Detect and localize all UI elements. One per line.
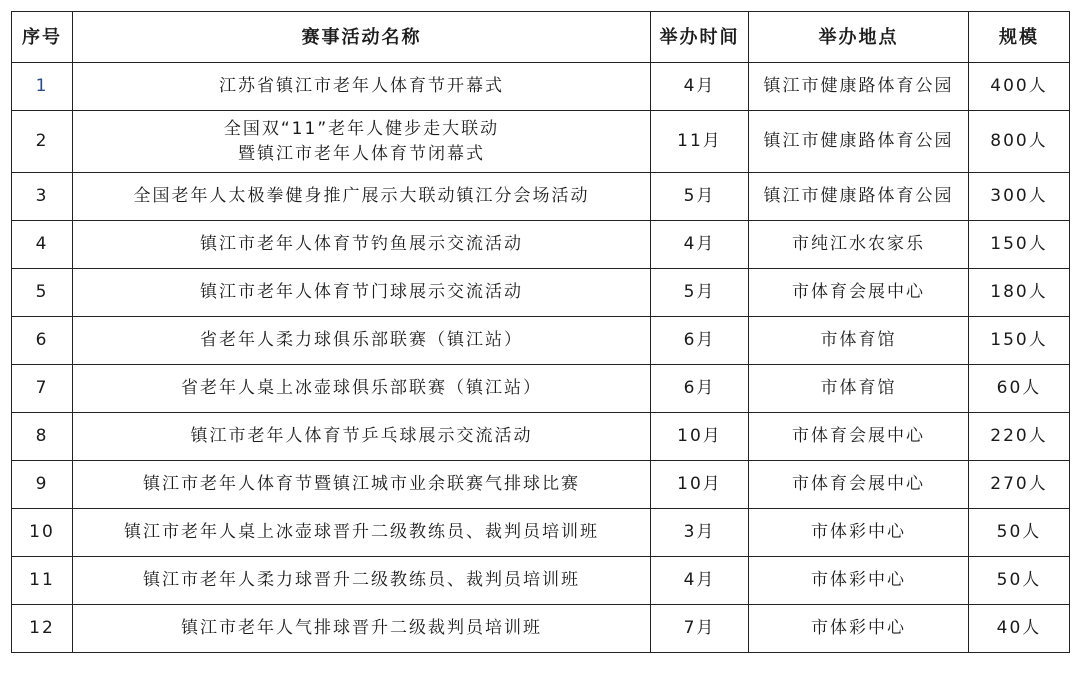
row-scale: 180人 <box>969 269 1070 317</box>
row-time: 4月 <box>651 557 749 605</box>
row-name: 镇江市老年人体育节门球展示交流活动 <box>73 269 651 317</box>
row-time: 5月 <box>651 173 749 221</box>
row-name <box>73 111 651 173</box>
row-place: 市体育馆 <box>749 365 969 413</box>
row-name: 江苏省镇江市老年人体育节开幕式 <box>73 63 651 111</box>
row-no: 11 <box>12 557 73 605</box>
table-row <box>12 413 1070 461</box>
row-place: 市纯江水农家乐 <box>749 221 969 269</box>
row-name-line-1: 全国双“11”老年人健步走大联动 <box>223 118 500 139</box>
row-scale: 40人 <box>969 605 1070 653</box>
row-time: 10月 <box>651 413 749 461</box>
row-no: 4 <box>12 221 73 269</box>
row-scale: 150人 <box>969 317 1070 365</box>
row-place: 市体彩中心 <box>749 509 969 557</box>
row-name: 镇江市老年人柔力球晋升二级教练员、裁判员培训班 <box>73 557 651 605</box>
table-row <box>12 221 1070 269</box>
row-time: 3月 <box>651 509 749 557</box>
table-row <box>12 461 1070 509</box>
row-no: 12 <box>12 605 73 653</box>
row-scale: 60人 <box>969 365 1070 413</box>
row-place: 市体彩中心 <box>749 605 969 653</box>
row-place: 镇江市健康路体育公园 <box>749 63 969 111</box>
row-scale: 50人 <box>969 509 1070 557</box>
header-scale: 规模 <box>969 12 1070 63</box>
header-no: 序号 <box>12 12 73 63</box>
row-name: 镇江市老年人体育节暨镇江城市业余联赛气排球比赛 <box>73 461 651 509</box>
row-name: 镇江市老年人桌上冰壶球晋升二级教练员、裁判员培训班 <box>73 509 651 557</box>
row-time: 6月 <box>651 317 749 365</box>
row-time: 4月 <box>651 221 749 269</box>
row-no: 2 <box>12 111 73 173</box>
table-row <box>12 317 1070 365</box>
row-scale: 400人 <box>969 63 1070 111</box>
row-place: 市体育馆 <box>749 317 969 365</box>
row-time: 10月 <box>651 461 749 509</box>
table-row <box>12 365 1070 413</box>
row-no: 3 <box>12 173 73 221</box>
row-name: 镇江市老年人体育节乒乓球展示交流活动 <box>73 413 651 461</box>
table-row <box>12 269 1070 317</box>
row-scale: 300人 <box>969 173 1070 221</box>
row-place: 镇江市健康路体育公园 <box>749 173 969 221</box>
row-no: 5 <box>12 269 73 317</box>
header-place: 举办地点 <box>749 12 969 63</box>
row-name: 镇江市老年人气排球晋升二级裁判员培训班 <box>73 605 651 653</box>
row-name: 全国老年人太极拳健身推广展示大联动镇江分会场活动 <box>73 173 651 221</box>
table-row <box>12 173 1070 221</box>
row-place: 镇江市健康路体育公园 <box>749 111 969 173</box>
row-place: 市体育会展中心 <box>749 413 969 461</box>
row-name: 省老年人桌上冰壶球俱乐部联赛（镇江站） <box>73 365 651 413</box>
row-scale: 220人 <box>969 413 1070 461</box>
table-row <box>12 509 1070 557</box>
row-no: 8 <box>12 413 73 461</box>
row-name-line-2: 暨镇江市老年人体育节闭幕式 <box>238 143 485 164</box>
header-time: 举办时间 <box>651 12 749 63</box>
row-name: 镇江市老年人体育节钓鱼展示交流活动 <box>73 221 651 269</box>
row-no: 6 <box>12 317 73 365</box>
table-header-row <box>12 12 1070 63</box>
row-no: 1 <box>12 63 73 111</box>
row-no: 9 <box>12 461 73 509</box>
row-scale: 270人 <box>969 461 1070 509</box>
row-place: 市体育会展中心 <box>749 269 969 317</box>
row-no: 10 <box>12 509 73 557</box>
row-time: 7月 <box>651 605 749 653</box>
table-row <box>12 63 1070 111</box>
row-scale: 150人 <box>969 221 1070 269</box>
row-place: 市体彩中心 <box>749 557 969 605</box>
row-time: 5月 <box>651 269 749 317</box>
row-scale: 50人 <box>969 557 1070 605</box>
header-name: 赛事活动名称 <box>73 12 651 63</box>
row-time: 11月 <box>651 111 749 173</box>
table-row <box>12 111 1070 173</box>
row-time: 6月 <box>651 365 749 413</box>
row-name: 省老年人柔力球俱乐部联赛（镇江站） <box>73 317 651 365</box>
row-time: 4月 <box>651 63 749 111</box>
events-table <box>11 11 1070 653</box>
table-row <box>12 605 1070 653</box>
table-row <box>12 557 1070 605</box>
row-place: 市体育会展中心 <box>749 461 969 509</box>
row-no: 7 <box>12 365 73 413</box>
row-scale: 800人 <box>969 111 1070 173</box>
